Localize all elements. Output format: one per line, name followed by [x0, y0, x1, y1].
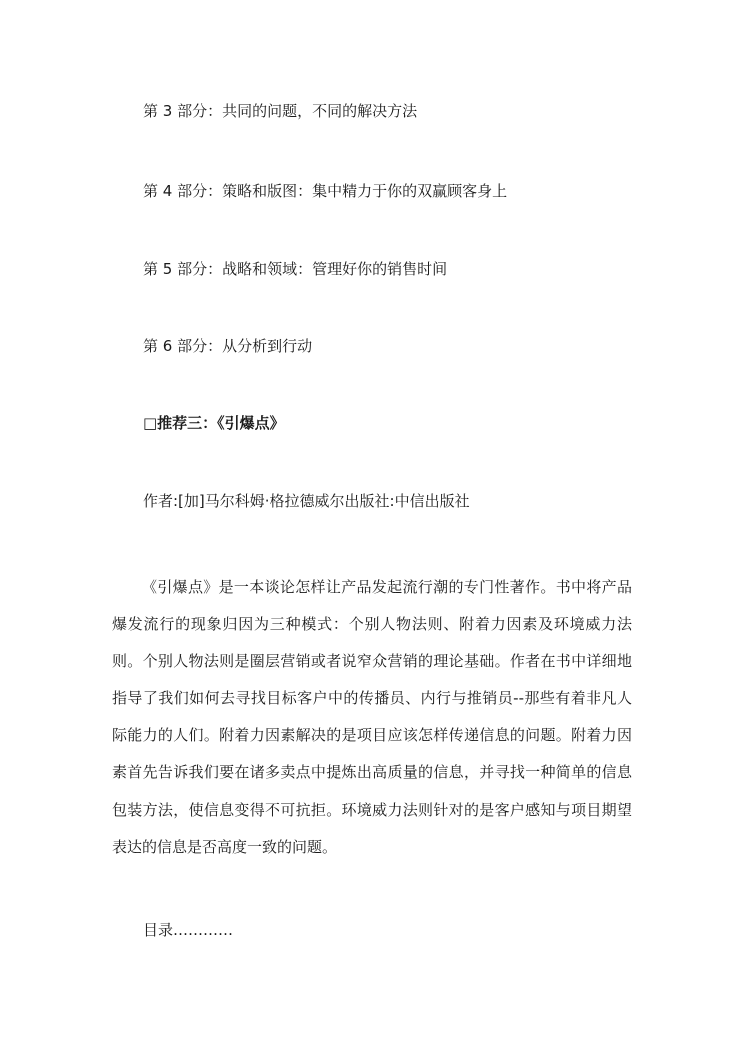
- toc-line-part-4: 第 4 部分：策略和版图：集中精力于你的双赢顾客身上: [143, 182, 508, 200]
- toc-line-part-6: 第 6 部分：从分析到行动: [143, 337, 313, 355]
- book-description-paragraph: 《引爆点》是一本谈论怎样让产品发起流行潮的专门性著作。书中将产品爆发流行的现象归因为三种模式：个别人物法则、附着力因素及环境威力法则。个别人物法则是圈层营销或者说窄众营销的理论基础。作者在书中详细地指导了我们如何去寻找目标客户中的传播员、内行与推销员--那些有着非凡人际能力的人们。附着力因素解决的是项目应该怎样传递信息的问题。附着力因素首先告诉我们要在诸多卖点中提炼出高质量的信息，并寻找一种简单的信息包装方法，使信息变得不可抗拒。环境威力法则针对的是客户感知与项目期望表达的信息是否高度一致的问题。: [112, 578, 632, 856]
- table-of-contents-label: 目录…………: [143, 921, 234, 939]
- toc-line-part-3: 第 3 部分：共同的问题，不同的解决方法: [143, 102, 418, 120]
- recommendation-heading: □推荐三：《引爆点》: [143, 414, 285, 432]
- author-publisher-line: 作者:[加]马尔科姆·格拉德威尔出版社:中信出版社: [143, 492, 470, 510]
- toc-line-part-5: 第 5 部分：战略和领域：管理好你的销售时间: [143, 260, 448, 278]
